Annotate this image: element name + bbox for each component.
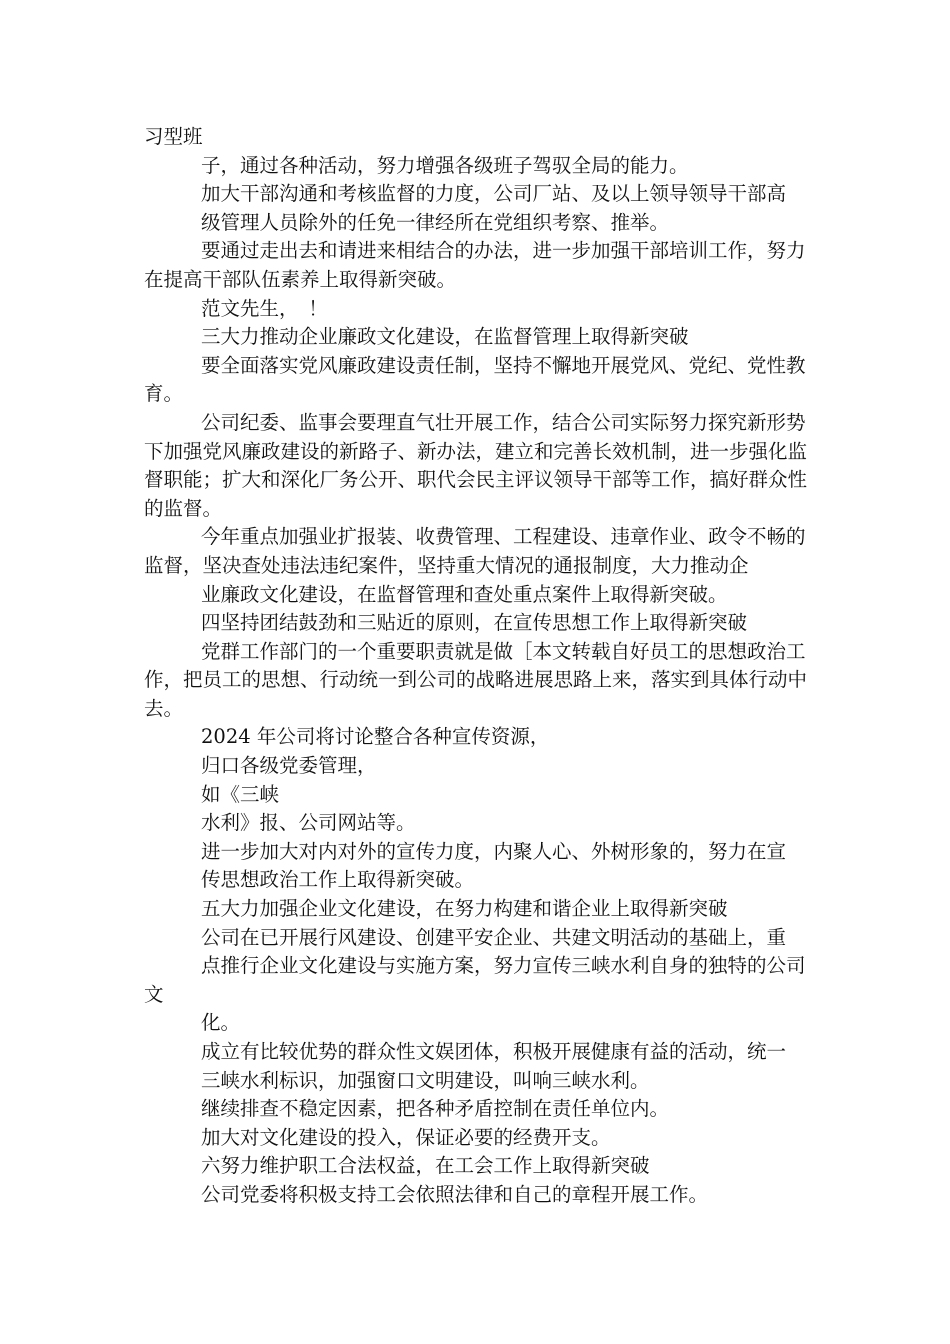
section-heading: 六努力维护职工合法权益，在工会工作上取得新突破 xyxy=(201,1154,650,1178)
paragraph: 习型班 xyxy=(144,125,203,148)
paragraph: 子，通过各种活动，努力增强各级班子驾驭全局的能力。 xyxy=(201,153,689,177)
paragraph: 2024 年公司将讨论整合各种宣传资源， xyxy=(201,725,550,749)
section-heading: 三大力推动企业廉政文化建设，在监督管理上取得新突破 xyxy=(201,325,689,349)
paragraph: 公司在已开展行风建设、创建平安企业、共建文明活动的基础上，重 xyxy=(201,925,787,949)
paragraph: 三峡水利标识，加强窗口文明建设，叫响三峡水利。 xyxy=(201,1068,650,1092)
paragraph: 加大对文化建设的投入，保证必要的经费开支。 xyxy=(201,1125,611,1149)
paragraph: 范文先生， ！ xyxy=(201,296,328,320)
paragraph: 继续排查不稳定因素，把各种矛盾控制在责任单位内。 xyxy=(201,1097,670,1121)
paragraph: 公司纪委、监事会要理直气壮开展工作，结合公司实际努力探究新形势下加强党风廉政建设的新路子、新办法，建立和完善长效机制，进一步强化监督职能；扩大和深化厂务公开、职代会民主评议领导干部等工作，搞好群众性的监督。 xyxy=(144,410,808,520)
paragraph: 要通过走出去和请进来相结合的办法，进一步加强干部培训工作，努力在提高干部队伍素养上取得新突破。 xyxy=(144,239,806,291)
section-heading: 四坚持团结鼓劲和三贴近的原则，在宣传思想工作上取得新突破 xyxy=(201,611,748,635)
paragraph: 公司党委将积极支持工会依照法律和自己的章程开展工作。 xyxy=(201,1182,709,1206)
paragraph: 进一步加大对内对外的宣传力度，内聚人心、外树形象的，努力在宣 xyxy=(201,839,787,863)
paragraph: 归口各级党委管理， xyxy=(201,754,377,778)
paragraph: 传思想政治工作上取得新突破。 xyxy=(201,868,475,892)
paragraph: 业廉政文化建设，在监督管理和查处重点案件上取得新突破。 xyxy=(201,582,728,606)
paragraph: 级管理人员除外的任免一律经所在党组织考察、推举。 xyxy=(201,210,670,234)
paragraph: 要全面落实党风廉政建设责任制，坚持不懈地开展党风、党纪、党性教育。 xyxy=(144,353,806,406)
paragraph: 成立有比较优势的群众性文娱团体，积极开展健康有益的活动，统一 xyxy=(201,1040,787,1063)
paragraph: 加大干部沟通和考核监督的力度，公司厂站、及以上领导领导干部高 xyxy=(201,182,787,206)
paragraph: 水利》报、公司网站等。 xyxy=(201,811,416,835)
paragraph: 党群工作部门的一个重要职责就是做［本文转载自好员工的思想政治工作，把员工的思想、行动统一到公司的战略进展思路上来，落实到具体行动中去。 xyxy=(144,639,808,720)
paragraph: 如《三峡 xyxy=(201,782,280,806)
section-heading: 五大力加强企业文化建设，在努力构建和谐企业上取得新突破 xyxy=(201,897,728,921)
paragraph: 今年重点加强业扩报装、收费管理、工程建设、违章作业、政令不畅的监督，坚决查处违法违纪案件，坚持重大情况的通报制度，大力推动企 xyxy=(144,525,806,577)
paragraph: 化。 xyxy=(201,1011,241,1035)
document-body xyxy=(144,123,824,1210)
paragraph: 点推行企业文化建设与实施方案，努力宣传三峡水利自身的独特的公司文 xyxy=(144,954,806,1006)
